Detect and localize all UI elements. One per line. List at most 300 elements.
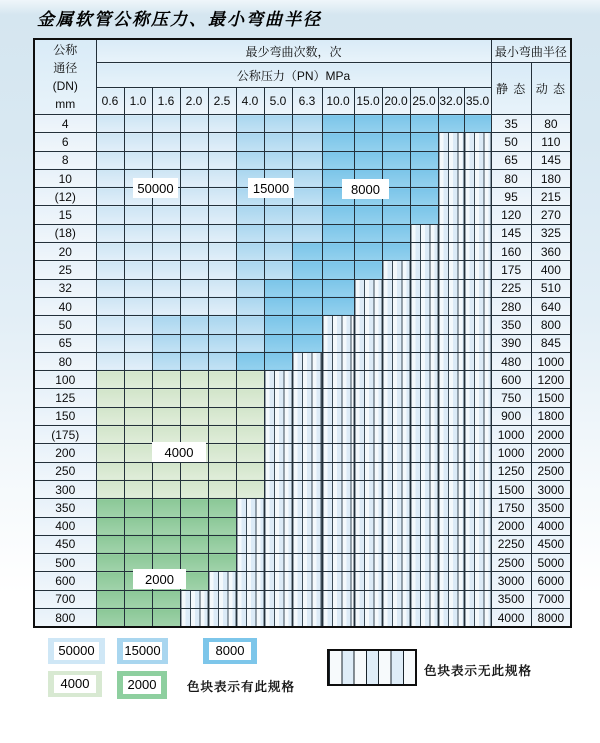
- no-spec-cell: [410, 261, 438, 279]
- static-radius-cell: 145: [491, 224, 531, 242]
- static-radius-cell: 65: [491, 151, 531, 169]
- spec-cell-50000: [208, 243, 236, 261]
- no-spec-cell: [322, 609, 354, 628]
- no-spec-cell: [410, 426, 438, 444]
- spec-cell-50000: [152, 151, 180, 169]
- spec-cell-8000: [382, 243, 410, 261]
- no-spec-cell: [382, 554, 410, 572]
- no-spec-cell: [236, 609, 264, 628]
- spec-cell-8000: [354, 151, 382, 169]
- spec-cell-50000: [180, 188, 208, 206]
- spec-cell-50000: [124, 334, 152, 352]
- table-row-dn-175: [34, 426, 571, 444]
- no-spec-cell: [264, 535, 292, 553]
- spec-cell-4000: [236, 480, 264, 498]
- spec-cell-15000: [292, 133, 322, 151]
- static-radius-cell: 4000: [491, 609, 531, 628]
- static-radius-cell: 750: [491, 389, 531, 407]
- spec-cell-8000: [264, 297, 292, 315]
- no-spec-cell: [382, 426, 410, 444]
- no-spec-cell: [292, 444, 322, 462]
- no-spec-cell: [354, 462, 382, 480]
- dn-cell: (175): [34, 426, 96, 444]
- spec-cell-15000: [236, 224, 264, 242]
- table-row-dn-700: [34, 590, 571, 608]
- no-spec-cell: [236, 590, 264, 608]
- dn-cell: 100: [34, 371, 96, 389]
- no-spec-cell: [292, 517, 322, 535]
- legend-swatch-8000: [203, 638, 257, 664]
- spec-cell-8000: [410, 169, 438, 187]
- no-spec-cell: [292, 499, 322, 517]
- spec-cell-50000: [96, 352, 124, 370]
- spec-cell-2000: [96, 535, 124, 553]
- spec-cell-15000: [236, 206, 264, 224]
- dynamic-radius-cell: 8000: [531, 609, 571, 628]
- no-spec-cell: [264, 462, 292, 480]
- spec-cell-2000: [208, 554, 236, 572]
- no-spec-cell: [382, 535, 410, 553]
- spec-cell-50000: [124, 279, 152, 297]
- spec-cell-4000: [180, 371, 208, 389]
- no-spec-cell: [464, 462, 491, 480]
- legend-swatch-label: 50000: [54, 642, 99, 660]
- spec-cell-15000: [236, 133, 264, 151]
- spec-cell-8000: [464, 115, 491, 133]
- no-spec-cell: [464, 609, 491, 628]
- spec-cell-8000: [410, 206, 438, 224]
- table-row-dn-50: [34, 316, 571, 334]
- no-spec-cell: [264, 554, 292, 572]
- spec-cell-2000: [96, 590, 124, 608]
- spec-cell-2000: [208, 499, 236, 517]
- dynamic-radius-cell: 325: [531, 224, 571, 242]
- no-spec-cell: [382, 389, 410, 407]
- pressure-column-header: 4.0: [236, 88, 264, 115]
- dynamic-radius-cell: 845: [531, 334, 571, 352]
- table-row-dn-18: [34, 224, 571, 242]
- spec-cell-50000: [180, 169, 208, 187]
- no-spec-cell: [322, 426, 354, 444]
- table-row-dn-20: [34, 243, 571, 261]
- static-radius-cell: 350: [491, 316, 531, 334]
- spec-cell-2000: [152, 517, 180, 535]
- spec-cell-15000: [152, 334, 180, 352]
- no-spec-cell: [438, 151, 464, 169]
- spec-cell-15000: [180, 316, 208, 334]
- spec-cell-50000: [180, 297, 208, 315]
- table-row-dn-150: [34, 407, 571, 425]
- spec-cell-8000: [354, 206, 382, 224]
- spec-cell-15000: [292, 224, 322, 242]
- spec-cell-4000: [208, 480, 236, 498]
- dn-column-header: [34, 39, 96, 115]
- spec-cell-8000: [322, 243, 354, 261]
- spec-cell-8000: [322, 297, 354, 315]
- no-spec-cell: [264, 590, 292, 608]
- no-spec-cell: [438, 352, 464, 370]
- static-radius-cell: 600: [491, 371, 531, 389]
- no-spec-cell: [410, 480, 438, 498]
- no-spec-cell: [354, 407, 382, 425]
- pressure-column-header: 6.3: [292, 88, 322, 115]
- dn-cell: 15: [34, 206, 96, 224]
- no-spec-cell: [292, 590, 322, 608]
- no-spec-cell: [354, 499, 382, 517]
- static-column-header: 静 态: [491, 63, 531, 115]
- no-spec-cell: [382, 517, 410, 535]
- region-label-2000: 2000: [133, 569, 186, 589]
- static-radius-cell: 1000: [491, 426, 531, 444]
- spec-cell-50000: [208, 133, 236, 151]
- dn-cell: 350: [34, 499, 96, 517]
- no-spec-cell: [354, 316, 382, 334]
- no-spec-cell: [410, 462, 438, 480]
- legend-row-blue: [48, 638, 257, 664]
- spec-cell-50000: [124, 115, 152, 133]
- table-row-dn-80: [34, 352, 571, 370]
- no-spec-cell: [438, 444, 464, 462]
- spec-cell-2000: [152, 499, 180, 517]
- no-spec-cell: [410, 371, 438, 389]
- dn-cell: 800: [34, 609, 96, 628]
- static-radius-cell: 1250: [491, 462, 531, 480]
- spec-cell-50000: [124, 243, 152, 261]
- pressure-column-header: 32.0: [438, 88, 464, 115]
- no-spec-cell: [292, 371, 322, 389]
- table-row-dn-15: [34, 206, 571, 224]
- no-spec-cell: [354, 535, 382, 553]
- spec-cell-8000: [354, 224, 382, 242]
- spec-cell-4000: [96, 462, 124, 480]
- spec-cell-8000: [322, 133, 354, 151]
- spec-cell-15000: [236, 297, 264, 315]
- dn-cell: 450: [34, 535, 96, 553]
- spec-cell-15000: [292, 115, 322, 133]
- no-spec-cell: [464, 243, 491, 261]
- spec-cell-2000: [180, 535, 208, 553]
- spec-cell-15000: [264, 115, 292, 133]
- spec-cell-8000: [322, 279, 354, 297]
- dn-cell: 10: [34, 169, 96, 187]
- spec-cell-50000: [208, 115, 236, 133]
- no-spec-cell: [410, 590, 438, 608]
- no-spec-cell: [438, 517, 464, 535]
- spec-cell-4000: [124, 389, 152, 407]
- spec-cell-2000: [152, 535, 180, 553]
- spec-cell-8000: [410, 115, 438, 133]
- spec-cell-50000: [208, 151, 236, 169]
- dn-header-line: (DN): [52, 79, 78, 93]
- spec-cell-50000: [152, 297, 180, 315]
- dynamic-radius-cell: 110: [531, 133, 571, 151]
- spec-cell-8000: [382, 206, 410, 224]
- no-spec-cell: [464, 426, 491, 444]
- dynamic-radius-cell: 2000: [531, 426, 571, 444]
- no-spec-cell: [464, 407, 491, 425]
- spec-cell-4000: [96, 480, 124, 498]
- spec-cell-4000: [180, 462, 208, 480]
- spec-cell-50000: [208, 169, 236, 187]
- region-label-8000: 8000: [342, 179, 389, 199]
- spec-cell-50000: [152, 115, 180, 133]
- static-radius-cell: 175: [491, 261, 531, 279]
- static-radius-cell: 95: [491, 188, 531, 206]
- spec-cell-50000: [152, 224, 180, 242]
- no-spec-cell: [438, 243, 464, 261]
- no-spec-cell: [264, 389, 292, 407]
- spec-cell-15000: [208, 334, 236, 352]
- no-spec-cell: [322, 389, 354, 407]
- no-spec-cell: [264, 480, 292, 498]
- no-spec-cell: [464, 554, 491, 572]
- static-radius-cell: 2500: [491, 554, 531, 572]
- no-spec-cell: [410, 389, 438, 407]
- pressure-column-header: 10.0: [322, 88, 354, 115]
- no-spec-cell: [410, 279, 438, 297]
- no-spec-cell: [264, 517, 292, 535]
- no-spec-cell: [236, 517, 264, 535]
- no-spec-cell: [464, 371, 491, 389]
- spec-cell-50000: [180, 206, 208, 224]
- no-spec-cell: [322, 407, 354, 425]
- pressure-header: 公称压力（PN）MPa: [96, 63, 491, 88]
- spec-cell-4000: [96, 389, 124, 407]
- no-spec-cell: [322, 444, 354, 462]
- legend-swatch-label: 2000: [123, 676, 161, 694]
- pressure-column-header: 2.0: [180, 88, 208, 115]
- spec-cell-4000: [124, 371, 152, 389]
- spec-cell-50000: [124, 261, 152, 279]
- pressure-column-header: 25.0: [410, 88, 438, 115]
- spec-cell-4000: [152, 371, 180, 389]
- no-spec-cell: [292, 426, 322, 444]
- spec-cell-8000: [322, 261, 354, 279]
- no-spec-cell: [264, 407, 292, 425]
- no-spec-cell: [464, 499, 491, 517]
- header-row-2: [34, 63, 571, 88]
- no-spec-cell: [354, 334, 382, 352]
- no-spec-legend-swatch: [327, 649, 417, 686]
- spec-cell-50000: [208, 297, 236, 315]
- dynamic-radius-cell: 145: [531, 151, 571, 169]
- no-spec-cell: [264, 572, 292, 590]
- pressure-column-header: 1.0: [124, 88, 152, 115]
- spec-cell-4000: [124, 426, 152, 444]
- no-spec-cell: [382, 480, 410, 498]
- no-spec-cell: [464, 133, 491, 151]
- no-spec-cell: [322, 590, 354, 608]
- no-spec-cell: [292, 407, 322, 425]
- no-spec-cell: [322, 480, 354, 498]
- no-spec-cell: [382, 462, 410, 480]
- no-spec-cell: [410, 297, 438, 315]
- table-row-dn-500: [34, 554, 571, 572]
- dynamic-radius-cell: 5000: [531, 554, 571, 572]
- no-spec-cell: [292, 462, 322, 480]
- no-spec-cell: [354, 371, 382, 389]
- spec-cell-8000: [264, 352, 292, 370]
- dn-cell: 125: [34, 389, 96, 407]
- min-radius-header: 最小弯曲半径: [491, 39, 571, 63]
- spec-cell-15000: [236, 334, 264, 352]
- spec-cell-15000: [236, 115, 264, 133]
- dn-cell: 6: [34, 133, 96, 151]
- dynamic-radius-cell: 270: [531, 206, 571, 224]
- spec-cell-2000: [124, 609, 152, 628]
- dynamic-radius-cell: 1500: [531, 389, 571, 407]
- no-spec-cell: [464, 206, 491, 224]
- dynamic-radius-cell: 2000: [531, 444, 571, 462]
- table-row-dn-10: [34, 169, 571, 187]
- no-spec-cell: [438, 389, 464, 407]
- no-spec-cell: [292, 554, 322, 572]
- spec-cell-15000: [292, 169, 322, 187]
- spec-cell-8000: [322, 115, 354, 133]
- no-spec-cell: [410, 499, 438, 517]
- no-spec-cell: [438, 572, 464, 590]
- no-spec-cell: [464, 279, 491, 297]
- spec-cell-2000: [208, 535, 236, 553]
- has-spec-note: 色块表示有此规格: [187, 680, 296, 694]
- static-radius-cell: 120: [491, 206, 531, 224]
- spec-cell-8000: [292, 261, 322, 279]
- no-spec-cell: [354, 352, 382, 370]
- pressure-column-header: 20.0: [382, 88, 410, 115]
- table-row-dn-8: [34, 151, 571, 169]
- spec-cell-15000: [208, 352, 236, 370]
- no-spec-cell: [354, 279, 382, 297]
- legend-row-green: [48, 671, 167, 699]
- no-spec-cell: [438, 334, 464, 352]
- spec-cell-15000: [152, 352, 180, 370]
- pressure-column-header: 35.0: [464, 88, 491, 115]
- region-label-50000: 50000: [133, 178, 178, 198]
- no-spec-cell: [354, 426, 382, 444]
- spec-cell-2000: [96, 517, 124, 535]
- static-radius-cell: 2000: [491, 517, 531, 535]
- spec-cell-50000: [152, 243, 180, 261]
- dynamic-radius-cell: 640: [531, 297, 571, 315]
- spec-cell-8000: [322, 206, 354, 224]
- spec-cell-50000: [152, 261, 180, 279]
- spec-cell-15000: [264, 133, 292, 151]
- table-row-dn-40: [34, 297, 571, 315]
- spec-cell-15000: [264, 151, 292, 169]
- spec-cell-50000: [180, 224, 208, 242]
- dn-cell: 40: [34, 297, 96, 315]
- dynamic-radius-cell: 4000: [531, 517, 571, 535]
- spec-cell-50000: [180, 243, 208, 261]
- spec-cell-50000: [124, 297, 152, 315]
- no-spec-cell: [292, 535, 322, 553]
- no-spec-cell: [438, 590, 464, 608]
- dn-header-line: 通径: [53, 61, 78, 75]
- spec-cell-4000: [180, 389, 208, 407]
- spec-cell-50000: [96, 224, 124, 242]
- no-spec-cell: [354, 554, 382, 572]
- no-spec-cell: [464, 169, 491, 187]
- table-row-dn-400: [34, 517, 571, 535]
- static-radius-cell: 280: [491, 297, 531, 315]
- no-spec-cell: [438, 535, 464, 553]
- static-radius-cell: 1500: [491, 480, 531, 498]
- static-radius-cell: 1000: [491, 444, 531, 462]
- dynamic-radius-cell: 80: [531, 115, 571, 133]
- spec-cell-4000: [236, 426, 264, 444]
- no-spec-cell: [322, 554, 354, 572]
- no-spec-cell: [438, 133, 464, 151]
- spec-cell-15000: [208, 316, 236, 334]
- no-spec-cell: [382, 279, 410, 297]
- no-spec-cell: [382, 407, 410, 425]
- no-spec-cell: [438, 206, 464, 224]
- no-spec-cell: [382, 334, 410, 352]
- spec-cell-8000: [322, 151, 354, 169]
- spec-cell-15000: [236, 151, 264, 169]
- spec-cell-4000: [96, 407, 124, 425]
- spec-cell-8000: [410, 151, 438, 169]
- no-spec-cell: [180, 590, 208, 608]
- no-spec-cell: [322, 371, 354, 389]
- dn-cell: 65: [34, 334, 96, 352]
- dynamic-radius-cell: 3000: [531, 480, 571, 498]
- no-spec-cell: [264, 371, 292, 389]
- dn-cell: 20: [34, 243, 96, 261]
- no-spec-cell: [264, 444, 292, 462]
- no-spec-cell: [382, 261, 410, 279]
- spec-cell-4000: [152, 389, 180, 407]
- spec-cell-50000: [124, 133, 152, 151]
- spec-cell-50000: [96, 243, 124, 261]
- no-spec-cell: [354, 517, 382, 535]
- dn-cell: 250: [34, 462, 96, 480]
- spec-cell-8000: [322, 224, 354, 242]
- no-spec-cell: [292, 389, 322, 407]
- no-spec-cell: [438, 169, 464, 187]
- no-spec-cell: [354, 609, 382, 628]
- spec-cell-8000: [292, 297, 322, 315]
- spec-cell-4000: [124, 462, 152, 480]
- static-radius-cell: 35: [491, 115, 531, 133]
- pressure-cycle-table-wrap: [33, 38, 570, 628]
- dn-cell: 4: [34, 115, 96, 133]
- spec-cell-50000: [152, 133, 180, 151]
- spec-cell-15000: [292, 206, 322, 224]
- dynamic-radius-cell: 1200: [531, 371, 571, 389]
- dynamic-radius-cell: 215: [531, 188, 571, 206]
- spec-cell-2000: [180, 517, 208, 535]
- no-spec-cell: [464, 297, 491, 315]
- region-label-15000: 15000: [248, 178, 294, 198]
- spec-cell-8000: [354, 115, 382, 133]
- dynamic-radius-cell: 1000: [531, 352, 571, 370]
- no-spec-cell: [236, 554, 264, 572]
- spec-cell-50000: [96, 206, 124, 224]
- static-radius-cell: 390: [491, 334, 531, 352]
- spec-cell-8000: [264, 279, 292, 297]
- no-spec-cell: [322, 334, 354, 352]
- spec-cell-50000: [96, 133, 124, 151]
- no-spec-cell: [438, 407, 464, 425]
- spec-cell-4000: [208, 444, 236, 462]
- spec-cell-15000: [292, 188, 322, 206]
- no-spec-cell: [438, 224, 464, 242]
- dynamic-radius-cell: 180: [531, 169, 571, 187]
- legend-swatch-50000: [48, 638, 105, 664]
- no-spec-cell: [322, 572, 354, 590]
- spec-cell-8000: [292, 243, 322, 261]
